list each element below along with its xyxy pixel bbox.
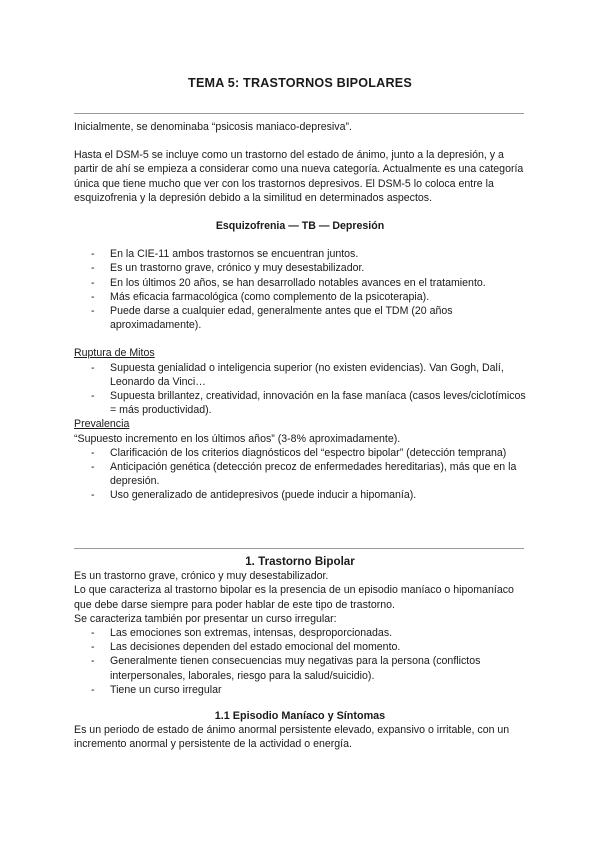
list-item: - Las emociones son extremas, intensas, desproporcionadas.: [74, 626, 526, 640]
intro-paragraph-1: Inicialmente, se denominaba “psicosis maniaco-depresiva”.: [74, 121, 352, 133]
horizontal-divider: [74, 548, 524, 549]
section-1-1-text: Es un periodo de estado de ánimo anormal persistente elevado, expansivo o irritable, con un incremento anormal y persistente de la actividad o energía.: [74, 724, 510, 751]
myths-heading: Ruptura de Mitos: [74, 347, 155, 360]
document-title: TEMA 5: TRASTORNOS BIPOLARES: [188, 76, 412, 90]
list-item: - Supuesta genialidad o inteligencia superior (no existen evidencias). Van Gogh, Dalí, Leonardo da Vinci…: [74, 361, 526, 389]
myths-bullet-list: [74, 361, 526, 418]
section-1-1-title: 1.1 Episodio Maníaco y Síntomas: [214, 710, 386, 723]
intro-paragraph-2: Hasta el DSM-5 se incluye como un trastorno del estado de ánimo, junto a la depresión, y a partir de ahí se empieza a considerar como una nueva categoría. Actualmente es una categoría única que tiene mucho que ver con los trastornos depresivos. El DSM-5 lo coloca entre la esquizofrenia y la depresión debido a la similitud en determinados aspectos.: [74, 149, 524, 204]
section-1-title: 1. Trastorno Bipolar: [245, 555, 355, 568]
intro-section: [74, 120, 526, 503]
section-1-line-2: Lo que caracteriza al trastorno bipolar es la presencia de un episodio maníaco o hipomaníaco que debe darse siempre para poder hablar de este tipo de trastorno.: [74, 584, 514, 611]
prevalence-text: “Supuesto incremento en los últimos años” (3-8% aproximadamente).: [74, 432, 401, 445]
list-item: - Más eficacia farmacológica (como complemento de la psicoterapia).: [74, 290, 526, 304]
list-item: - En la CIE-11 ambos trastornos se encuentran juntos.: [74, 247, 526, 261]
section-1-bullet-list: [74, 626, 526, 697]
section-1-line-1: Es un trastorno grave, crónico y muy desestabilizador.: [74, 570, 329, 583]
list-item: - Tiene un curso irregular: [74, 683, 526, 697]
list-item: - Uso generalizado de antidepresivos (puede inducir a hipomanía).: [74, 488, 526, 502]
intro-bullet-list: [74, 247, 526, 332]
list-item: - Generalmente tienen consecuencias muy negativas para la persona (conflictos interpersonales, laborales, riesgo para la salud/suicidio).: [74, 654, 526, 682]
list-item: - Anticipación genética (detección precoz de enfermedades hereditarias), más que en la depresión.: [74, 460, 526, 488]
list-item: - Supuesta brillantez, creatividad, innovación en la fase maníaca (casos leves/ciclotímicos = más productividad).: [74, 389, 526, 417]
list-item: - En los últimos 20 años, se han desarrollado notables avances en el tratamiento.: [74, 276, 526, 290]
spectrum-heading: Esquizofrenia — TB — Depresión: [215, 220, 385, 233]
list-item: - Las decisiones dependen del estado emocional del momento.: [74, 640, 526, 654]
list-item: - Puede darse a cualquier edad, generalmente antes que el TDM (20 años aproximadamente).: [74, 304, 526, 332]
section-1-line-3: Se caracteriza también por presentar un curso irregular:: [74, 612, 337, 625]
horizontal-divider: [74, 113, 524, 114]
prevalence-bullet-list: [74, 446, 526, 503]
list-item: - Clarificación de los criterios diagnósticos del “espectro bipolar” (detección temprana): [74, 446, 526, 460]
section-1: [74, 555, 526, 752]
list-item: - Es un trastorno grave, crónico y muy desestabilizador.: [74, 261, 526, 275]
prevalence-heading: Prevalencia: [74, 418, 130, 431]
